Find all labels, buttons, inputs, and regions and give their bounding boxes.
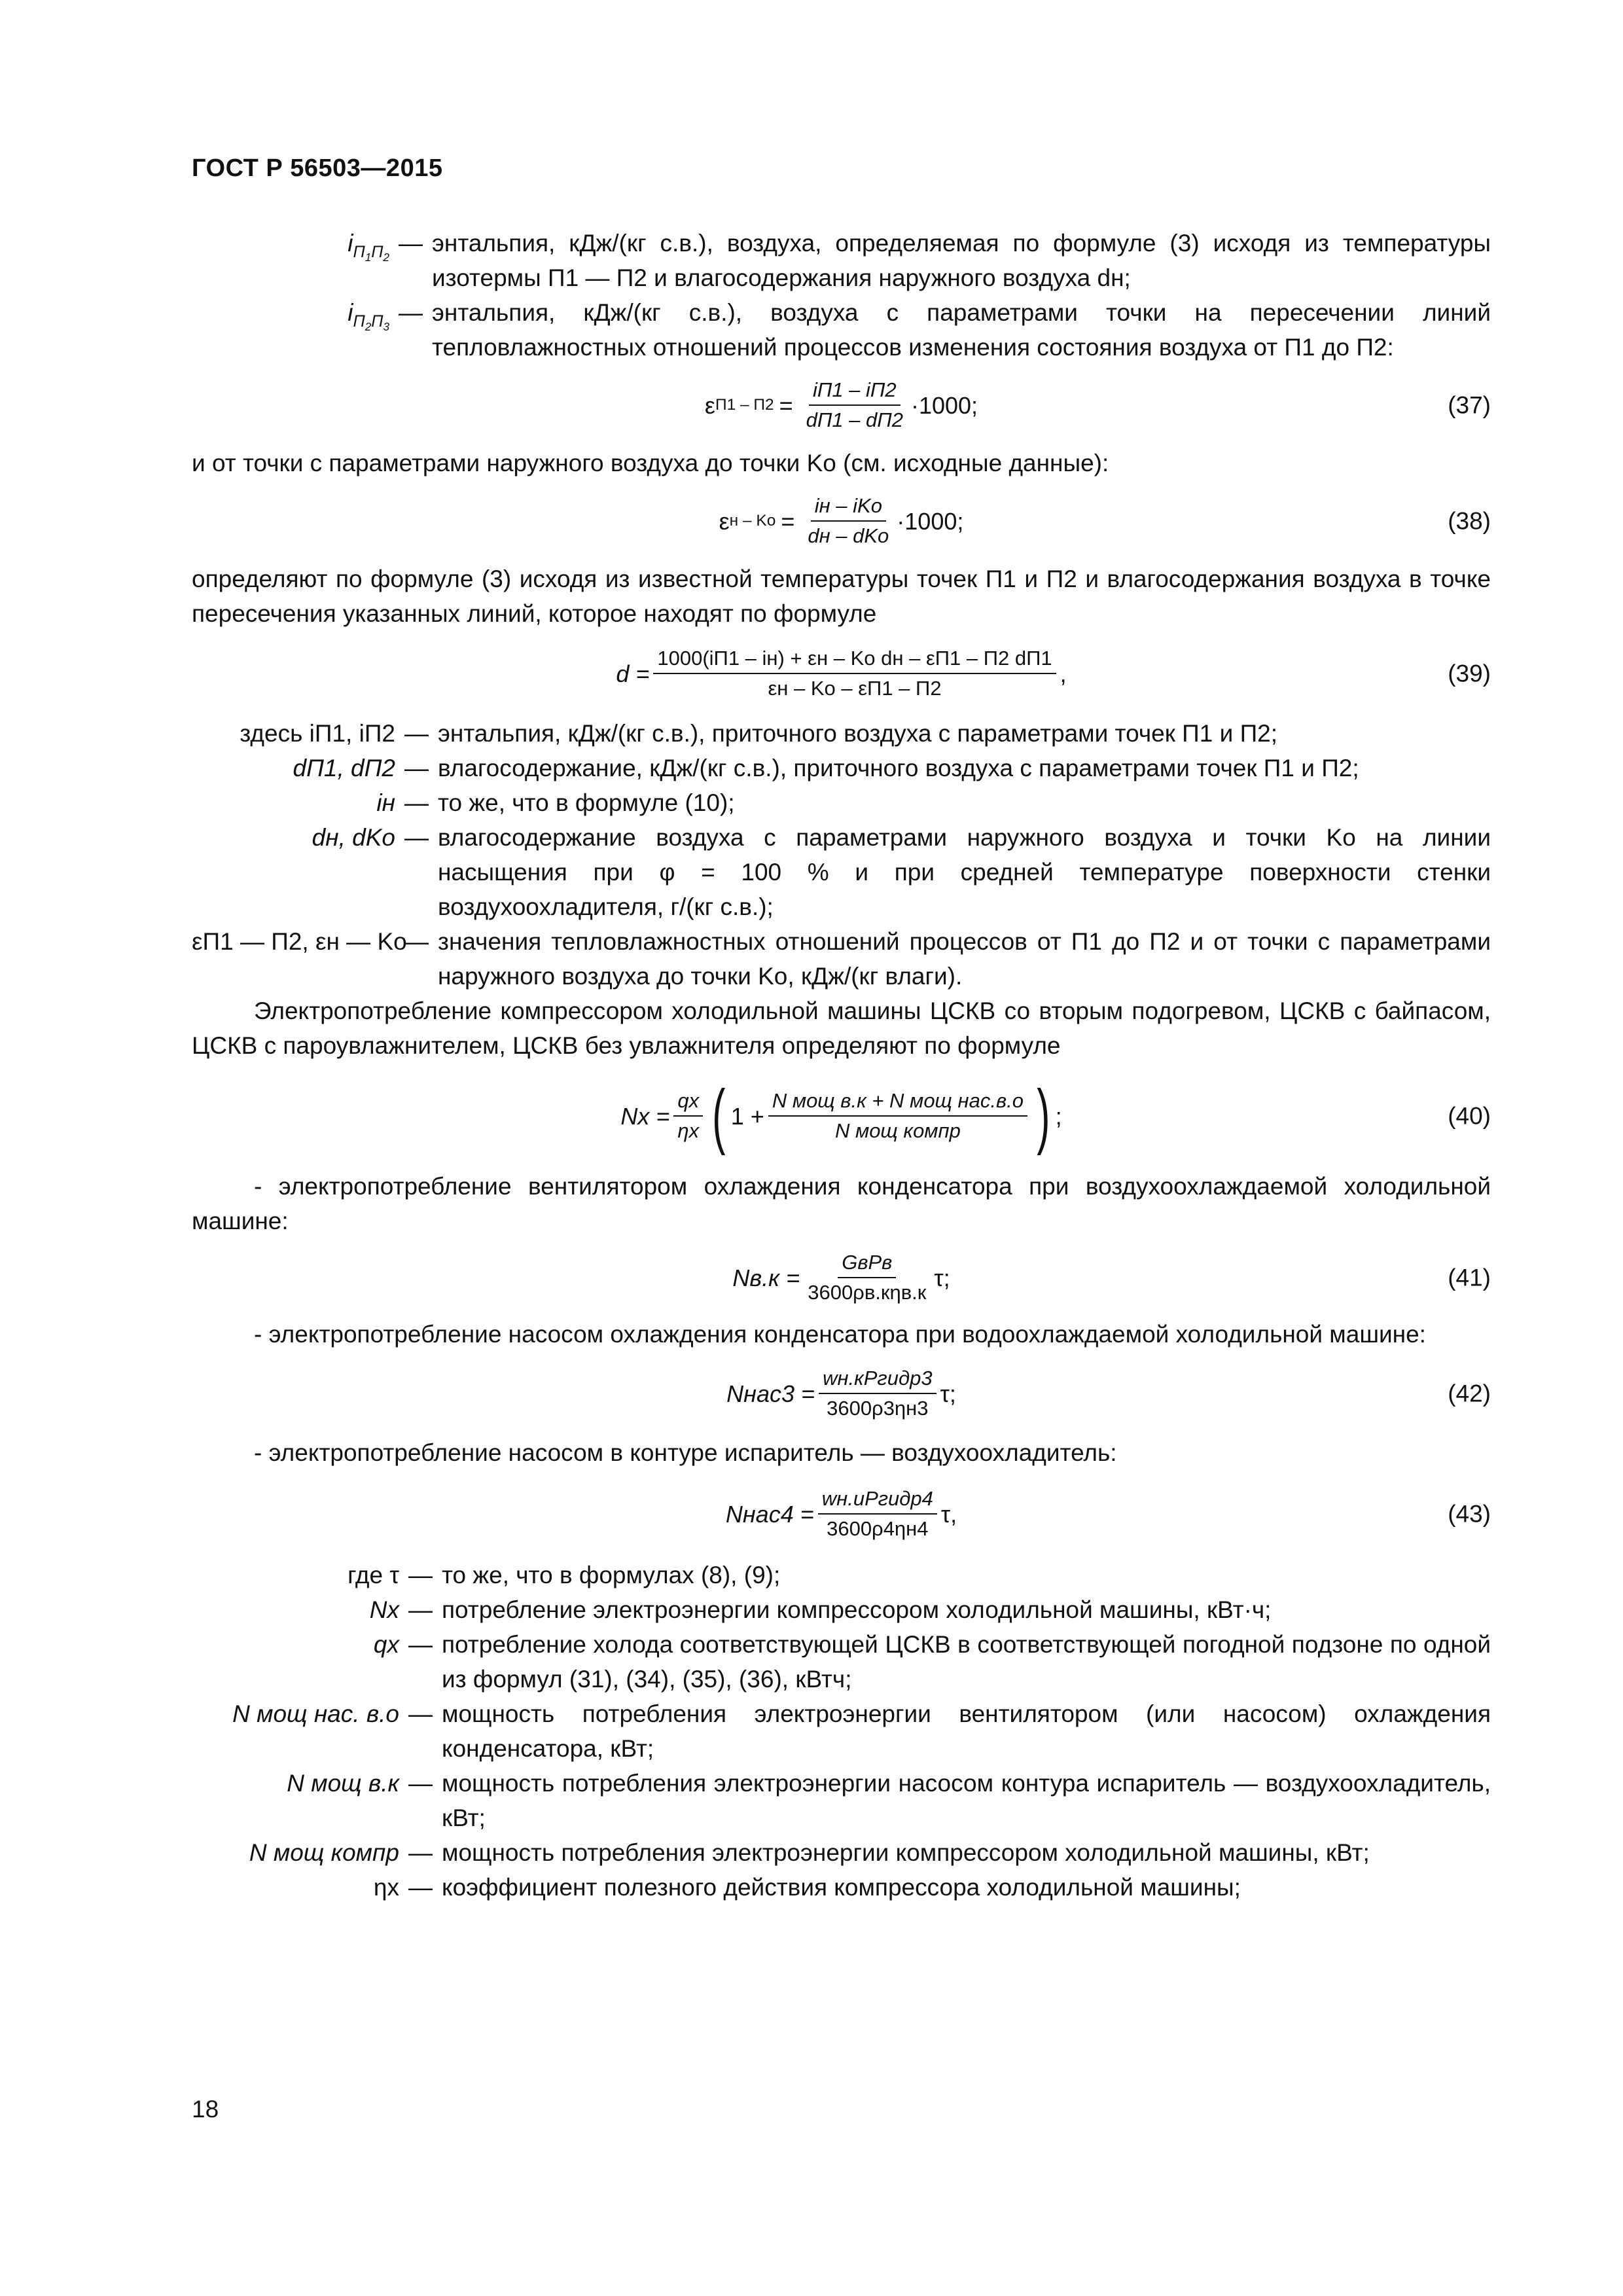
equation-38 [192, 484, 1491, 558]
document-header: ГОСТ Р 56503—2015 [192, 154, 443, 182]
left-paren-glyph: ( [712, 1075, 726, 1156]
equation-lhs: Nв.к = [732, 1264, 800, 1291]
definition-row [192, 716, 1491, 751]
fraction-denominator: dн – dKо [808, 524, 889, 547]
fraction-numerator: iП1 – iП2 [809, 377, 901, 406]
definitions-list-2 [192, 716, 1491, 994]
fraction-denominator: εн – Kо – εП1 – П2 [768, 677, 942, 700]
definition-dash: — [404, 928, 429, 955]
equation-number: (42) [1448, 1380, 1491, 1407]
equation-fraction [768, 1088, 1027, 1144]
definition-text: мощность потребления электроэнергии вентилятором (или насосом) охлаждения конденсатора, кВт; [442, 1700, 1491, 1762]
equation-tail: ·1000; [897, 507, 964, 535]
definition-row [192, 226, 1491, 295]
equation-fraction [804, 1249, 930, 1306]
paragraph: определяют по формуле (3) исходя из известной температуры точек П1 и П2 и влагосодержания воздуха в точке пересечения указанных линий, которое находят по формуле [192, 565, 1491, 627]
equation-body [616, 645, 1066, 702]
fraction-numerator: 1000(iП1 – iн) + εн – Kо dн – εП1 – П2 dП1 [653, 645, 1056, 674]
equation-41 [192, 1242, 1491, 1313]
definition-row [192, 1696, 1491, 1766]
definition-text: влагосодержание, кДж/(кг с.в.), приточного воздуха с параметрами точек П1 и П2; [438, 755, 1359, 781]
definition-dash: — [408, 1839, 433, 1866]
definition-text: энтальпия, кДж/(кг с.в.), приточного воздуха с параметрами точек П1 и П2; [438, 720, 1278, 747]
fraction-numerator: iн – iKо [811, 493, 886, 522]
equation-tail: ·1000; [910, 391, 978, 419]
equation-43 [192, 1474, 1491, 1554]
definition-text: коэффициент полезного действия компрессора холодильной машины; [442, 1874, 1241, 1901]
equation-number: (38) [1448, 507, 1491, 535]
definition-row [192, 1870, 1491, 1905]
definition-row [192, 924, 1491, 994]
fraction-numerator: N мощ в.к + N мощ нас.в.о [768, 1088, 1027, 1117]
equation-37 [192, 368, 1491, 442]
fraction-denominator: 3600ρв.кηв.к [808, 1281, 927, 1304]
equation-lhs: Nx = [620, 1102, 670, 1130]
equation-body [726, 1365, 956, 1422]
definition-dash: — [404, 824, 429, 851]
equation-number: (40) [1448, 1102, 1491, 1130]
paragraph: - электропотребление вентилятором охлаждения конденсатора при воздухоохлаждаемой холодильной машине: [192, 1173, 1491, 1234]
definition-text: то же, что в формуле (10); [438, 789, 735, 816]
equation-tail: τ; [940, 1380, 956, 1407]
definition-dash: — [408, 1700, 433, 1727]
definition-row [192, 295, 1491, 365]
fraction-denominator: 3600ρ3ηн3 [827, 1397, 929, 1420]
definition-symbol: N мощ нас. в.о [232, 1700, 399, 1727]
definition-dash: — [408, 1562, 433, 1588]
definition-dash: — [408, 1631, 433, 1658]
definition-dash: — [408, 1874, 433, 1901]
fraction-numerator: GвPв [838, 1249, 896, 1278]
paragraph: Электропотребление компрессором холодильной машины ЦСКВ со вторым подогревом, ЦСКВ с байпасом, ЦСКВ с пароувлажнителем, ЦСКВ без увлажнителя определяют по формуле [192, 997, 1491, 1059]
definition-symbol: dП1, dП2 [293, 755, 395, 781]
definition-text: значения тепловлажностных отношений процессов от П1 до П2 и от точки с параметрами наружного воздуха до точки Kо, кДж/(кг влаги). [438, 928, 1491, 990]
definition-dash: — [399, 230, 423, 257]
fraction-numerator: wн.кPгидр3 [819, 1365, 936, 1394]
fraction-numerator: wн.иPгидр4 [818, 1486, 937, 1515]
equation-fraction [653, 645, 1056, 702]
definition-row [192, 785, 1491, 820]
definition-text: мощность потребления электроэнергии насосом контура испаритель — воздухоохладитель, кВт; [442, 1770, 1491, 1831]
definition-row [192, 751, 1491, 785]
equation-tail: τ; [934, 1264, 950, 1291]
equation-lhs: ε [719, 507, 730, 535]
equation-fraction [818, 1486, 937, 1542]
equation-body [732, 1249, 950, 1306]
definition-text: энтальпия, кДж/(кг с.в.), воздуха, определяемая по формуле (3) исходя из температуры изотермы П1 — П2 и влагосодержания наружного воздуха dн; [432, 230, 1491, 291]
definition-text: энтальпия, кДж/(кг с.в.), воздуха с параметрами точки на пересечении линий тепловлажностных отношений процессов изменения состояния воздуха от П1 до П2: [432, 299, 1491, 361]
equation-fraction [802, 377, 907, 433]
definition-symbol: здесь iП1, iП2 [240, 720, 395, 747]
equation-lhs: d = [616, 660, 650, 687]
equation-number: (41) [1448, 1264, 1491, 1291]
equation-lhs: Nнас3 = [726, 1380, 815, 1407]
definition-dash: — [404, 755, 429, 781]
definitions-list-3 [192, 1558, 1491, 1905]
document-body [192, 226, 1491, 1905]
definition-dash: — [408, 1770, 433, 1797]
definition-symbol: где τ [348, 1562, 399, 1588]
page-number: 18 [192, 2096, 219, 2123]
definition-symbol: Nx [369, 1596, 399, 1623]
definition-text: потребление электроэнергии компрессором холодильной машины, кВт·ч; [442, 1596, 1272, 1623]
paragraph: - электропотребление насосом охлаждения конденсатора при водоохлаждаемой холодильной машине: [254, 1321, 1426, 1348]
equation-body [726, 1486, 957, 1542]
definition-symbol: εП1 — П2, εн — Kо [192, 928, 407, 955]
definition-row [192, 1835, 1491, 1870]
paragraph: - электропотребление насосом в контуре испаритель — воздухоохладитель: [254, 1439, 1117, 1466]
equation-lhs: ε [704, 391, 715, 419]
definition-dash: — [408, 1596, 433, 1623]
definition-row [192, 820, 1491, 924]
definition-symbol: $i_{П_1П_2}$ [348, 230, 389, 264]
equation-42 [192, 1355, 1491, 1431]
definition-row [192, 1592, 1491, 1627]
definition-dash: — [399, 299, 423, 326]
definitions-list-1 [192, 226, 1491, 365]
equation-term: 1 + [730, 1102, 764, 1130]
definition-symbol: N мощ компр [249, 1839, 399, 1866]
fraction-denominator: ηx [677, 1119, 700, 1142]
right-paren-glyph: ) [1037, 1075, 1050, 1156]
definition-symbol: iн [376, 789, 395, 816]
definition-row [192, 1766, 1491, 1835]
definition-dash: — [404, 720, 429, 747]
equation-tail: ; [1055, 1102, 1062, 1130]
definition-text: мощность потребления электроэнергии компрессором холодильной машины, кВт; [442, 1839, 1370, 1866]
definition-symbol: ηx [373, 1874, 399, 1901]
definition-text: то же, что в формулах (8), (9); [442, 1562, 781, 1588]
paragraph: и от точки с параметрами наружного воздуха до точки Kо (см. исходные данные): [192, 450, 1109, 476]
fraction-denominator: 3600ρ4ηн4 [827, 1517, 929, 1540]
definition-text: влагосодержание воздуха с параметрами наружного воздуха и точки Kо на линии насыщения при φ = 100 % и при средней температуре поверхности стенки воздухоохладителя, г/(кг с.в.); [438, 824, 1491, 920]
fraction-denominator: N мощ компр [834, 1119, 961, 1142]
equation-lhs: Nнас4 = [725, 1500, 814, 1528]
equation-number: (39) [1448, 660, 1491, 687]
definition-dash: — [404, 789, 429, 816]
equation-40 [192, 1067, 1491, 1165]
equation-fraction [673, 1088, 703, 1144]
equation-fraction [804, 493, 893, 549]
definition-symbol: $i_{П_2П_3}$ [348, 299, 389, 333]
definition-symbol: qx [373, 1631, 399, 1658]
equation-number: (37) [1448, 391, 1491, 419]
fraction-denominator: dП1 – dП2 [806, 408, 903, 431]
equation-body: ε П1 – П2 = $\frac{iП1 - iП2}{dП1 - dП2}$ ·1000; [705, 377, 978, 433]
equation-tail: , [1060, 660, 1067, 687]
definition-row [192, 1627, 1491, 1696]
equation-number: (43) [1448, 1500, 1491, 1528]
definition-text: потребление холода соответствующей ЦСКВ в соответствующей погодной подзоне по одной из формул (31), (34), (35), (36), кВтч; [442, 1631, 1491, 1693]
definition-symbol: dн, dKо [312, 824, 395, 851]
equation-body: ε н – Kо = $\frac{\text{iн – iKо}}{\text{dн – dKо}}$ ·1000; [719, 493, 964, 549]
definition-row [192, 1558, 1491, 1592]
fraction-numerator: qx [673, 1088, 703, 1117]
equation-fraction [819, 1365, 936, 1422]
equation-39 [192, 635, 1491, 712]
definition-symbol: N мощ в.к [287, 1770, 399, 1797]
equation-tail: τ, [940, 1500, 957, 1528]
equation-body [620, 1075, 1062, 1156]
